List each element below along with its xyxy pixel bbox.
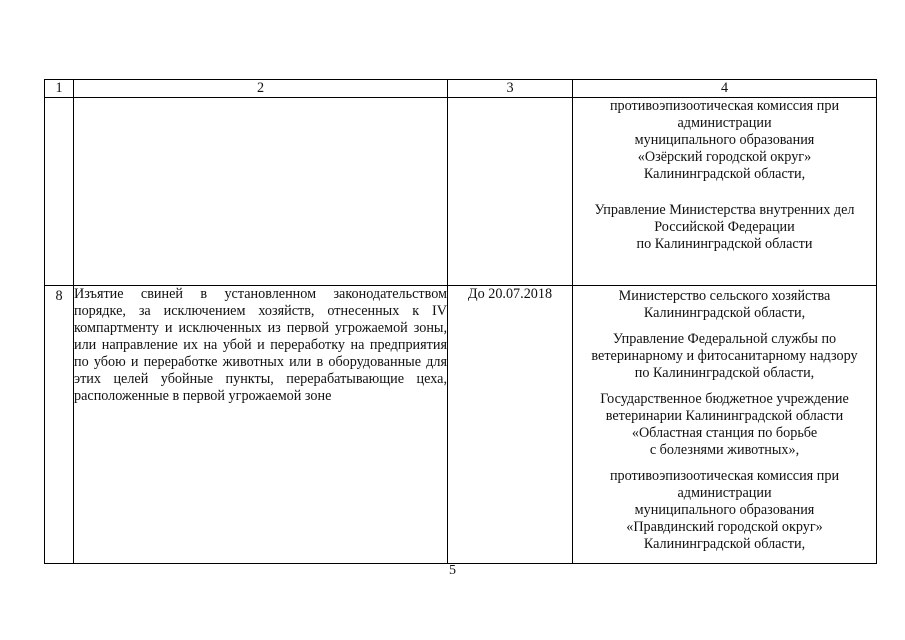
responsible-paragraph [573, 288, 876, 322]
text-line: муниципального образования [634, 502, 815, 518]
text-line: Управление Министерства внутренних дел [594, 202, 855, 218]
text-line: «Озёрский городской округ» [637, 149, 812, 165]
document-table [44, 79, 877, 564]
row-8 [45, 286, 877, 564]
text-line: «Областная станция по борьбе [631, 425, 818, 441]
text-line: Российской Федерации [654, 219, 795, 235]
responsible-paragraph [573, 391, 876, 459]
row-8-date: До 20.07.2018 [448, 286, 573, 564]
responsible-paragraph [573, 98, 876, 183]
text-line: противоэпизоотическая комиссия при [609, 98, 840, 114]
text-line: ветеринарному и фитосанитарному надзору [591, 348, 858, 364]
continued-task-cell [74, 98, 448, 286]
text-line: «Правдинский городской округ» [626, 519, 823, 535]
text-line: по Калининградской области, [634, 365, 815, 381]
text-line: с болезнями животных», [649, 442, 800, 458]
header-col-2: 2 [74, 80, 448, 98]
text-line: по Калининградской области [636, 236, 813, 252]
text-line: противоэпизоотическая комиссия при [609, 468, 840, 484]
continued-date-cell [448, 98, 573, 286]
text-line: Калининградской области, [643, 305, 806, 321]
continued-row [45, 98, 877, 286]
header-row [45, 80, 877, 98]
header-col-4: 4 [573, 80, 877, 98]
continued-number-cell [45, 98, 74, 286]
text-line: администрации [677, 115, 772, 131]
text-line: Государственное бюджетное учреждение [600, 391, 849, 407]
text-line: администрации [677, 485, 772, 501]
responsible-paragraph [573, 468, 876, 553]
row-8-number: 8 [45, 286, 74, 564]
header-col-1: 1 [45, 80, 74, 98]
responsible-paragraph [573, 331, 876, 382]
header-col-3: 3 [448, 80, 573, 98]
continued-responsible-cell [573, 98, 877, 286]
row-8-responsible [573, 286, 877, 564]
responsible-paragraph [573, 202, 876, 253]
text-line: ветеринарии Калининградской области [605, 408, 844, 424]
text-line: муниципального образования [634, 132, 815, 148]
text-line: Калининградской области, [643, 166, 806, 182]
text-line: Министерство сельского хозяйства [618, 288, 831, 304]
page-number: 5 [449, 563, 456, 578]
text-line: Калининградской области, [643, 536, 806, 552]
row-8-task: Изъятие свиней в установленном законодательством порядке, за исключением хозяйств, отнесенных к IV компартменту и исключенных из первой угрожаемой зоны, или направление их на убой и переработку на предприятия по убою и переработке животных или в оборудованные для этих целей убойные пункты, перерабатывающие цеха, расположенные в первой угрожаемой зоне [74, 286, 448, 564]
text-line: Управление Федеральной службы по [612, 331, 837, 347]
